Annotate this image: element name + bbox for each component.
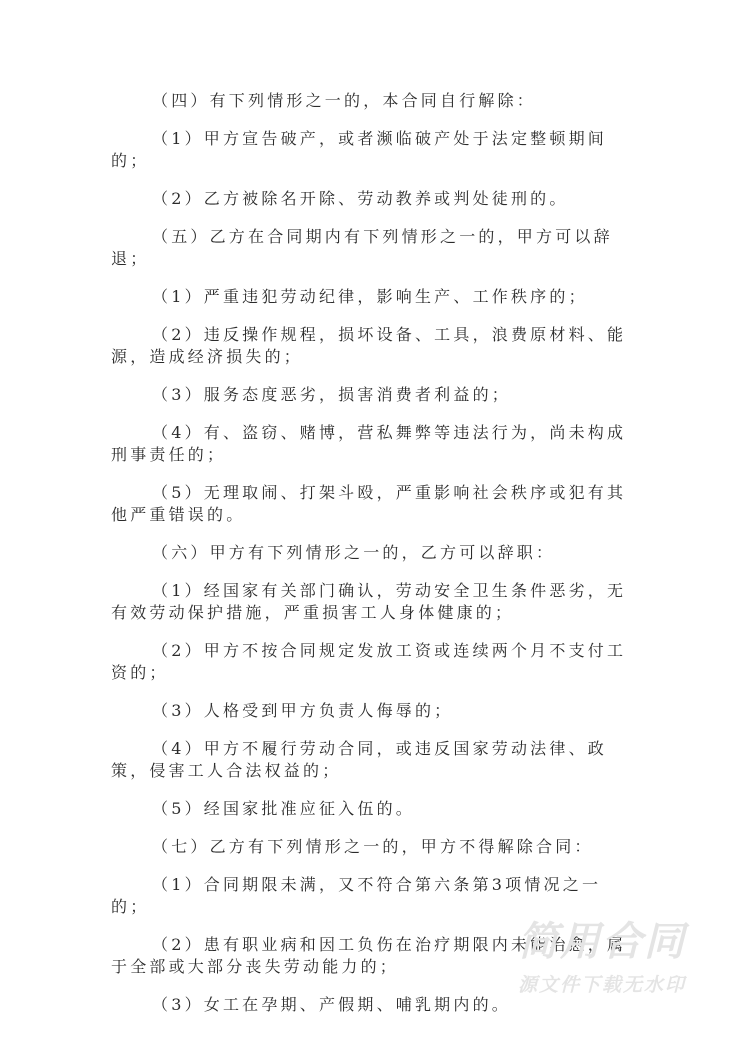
clause-7-heading: （七）乙方有下列情形之一的，甲方不得解除合同： (152, 837, 594, 856)
clause-4-item-1: （1）甲方宣告破产，或者濒临破产处于法定整顿期间的； (111, 129, 607, 170)
clause-5-item-3: （3）服务态度恶劣，损害消费者利益的； (152, 385, 511, 404)
clause-7-item-3: （3）女工在孕期、产假期、哺乳期内的。 (152, 995, 511, 1014)
clause-6-item-2: （2）甲方不按合同规定发放工资或连续两个月不支付工资的； (111, 641, 627, 682)
document-page (111, 90, 637, 1032)
clause-6-item-1: （1）经国家有关部门确认，劳动安全卫生条件恶劣，无有效劳动保护措施，严重损害工人身体健康的； (111, 581, 627, 622)
clause-6-heading: （六）甲方有下列情形之一的，乙方可以辞职： (152, 543, 556, 562)
watermark (512, 918, 692, 1000)
clause-5-heading: （五）乙方在合同期内有下列情形之一的，甲方可以辞退； (111, 227, 613, 268)
clause-7-item-2: （2）患有职业病和因工负伤在治疗期限内未能治愈，属于全部或大部分丧失劳动能力的； (111, 935, 627, 976)
clause-4-heading: （四）有下列情形之一的，本合同自行解除： (152, 91, 537, 110)
clause-5-item-1: （1）严重违犯劳动纪律，影响生产、工作秩序的； (152, 287, 588, 306)
clause-7-item-1: （1）合同期限未满，又不符合第六条第3项情况之一的； (111, 875, 602, 916)
clause-5-item-5: （5）无理取闹、打架斗殴，严重影响社会秩序或犯有其他严重错误的。 (111, 483, 627, 524)
clause-6-item-5: （5）经国家批准应征入伍的。 (152, 799, 415, 818)
clause-5-item-2: （2）违反操作规程，损坏设备、工具，浪费原材料、能源，造成经济损失的； (111, 325, 627, 366)
watermark-brand: 简用合同 (518, 919, 686, 965)
clause-5-item-4: （4）有、盗窃、赌博，营私舞弊等违法行为，尚未构成刑事责任的； (111, 423, 627, 464)
watermark-tagline: 源文件下载无水印 (517, 974, 686, 996)
clause-4-item-2: （2）乙方被除名开除、劳动教养或判处徒刑的。 (152, 189, 569, 208)
clause-6-item-3: （3）人格受到甲方负责人侮辱的； (152, 701, 454, 720)
clause-6-item-4: （4）甲方不履行劳动合同，或违反国家劳动法律、政策，侵害工人合法权益的； (111, 739, 607, 780)
